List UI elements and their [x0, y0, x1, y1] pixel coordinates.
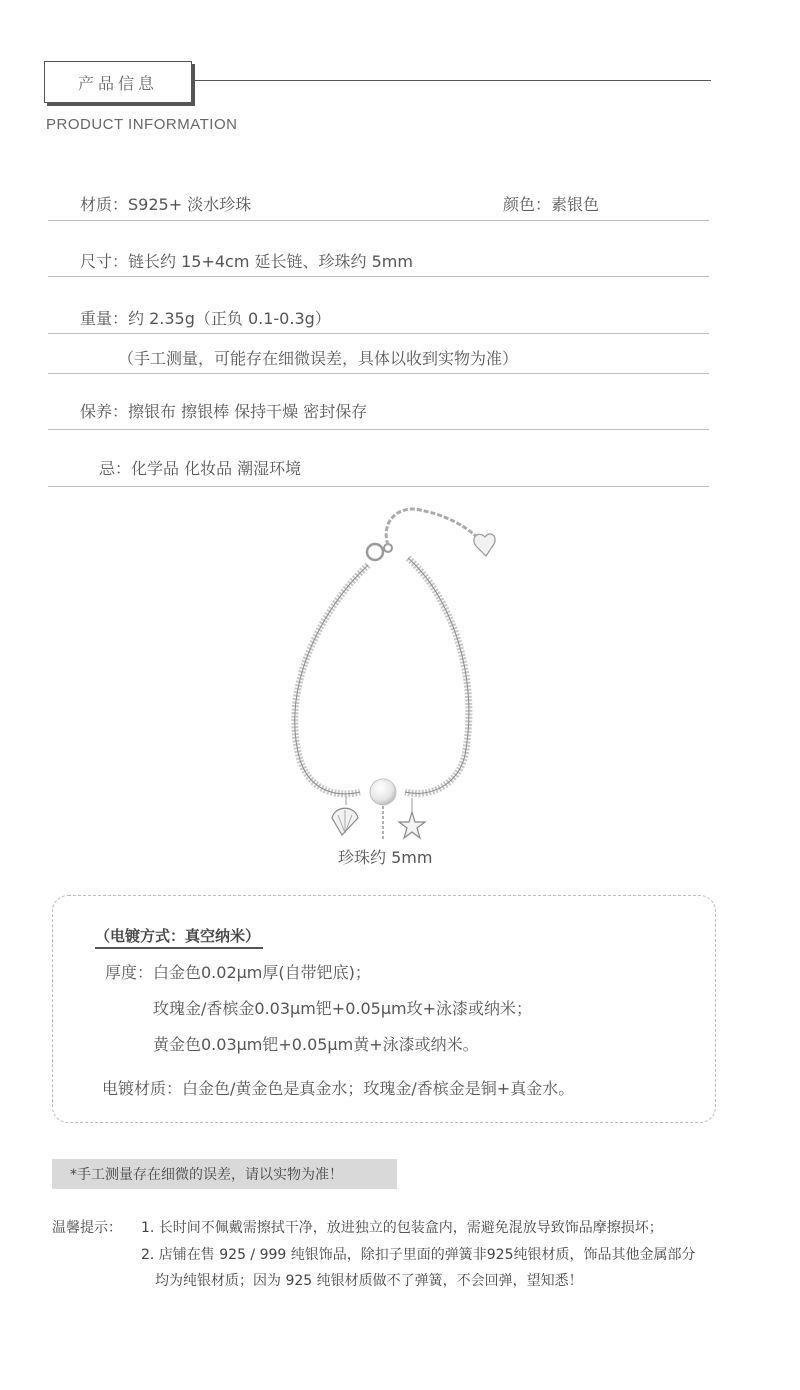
clasp-ring — [367, 544, 383, 560]
heart-charm — [474, 534, 495, 556]
divider — [48, 429, 709, 430]
pearl — [370, 779, 396, 805]
starfish-charm — [399, 812, 425, 838]
section-subtitle: PRODUCT INFORMATION — [46, 116, 238, 133]
plating-thickness-1: 厚度：白金色0.02μm厚(自带钯底)； — [105, 963, 371, 982]
spec-weight-note: （手工测量，可能存在细微误差，具体以收到实物为准） — [118, 349, 519, 368]
chain-left — [295, 565, 368, 794]
extension-chain — [386, 509, 480, 545]
divider — [48, 486, 709, 487]
spec-care: 保养：擦银布 擦银棒 保持干燥 密封保存 — [80, 402, 368, 421]
tip-line-1: 1. 长时间不佩戴需擦拭干净，放进独立的包装盒内，需避免混放导致饰品摩擦损坏； — [141, 1220, 663, 1236]
tip-line-3: 均为纯银材质；因为 925 纯银材质做不了弹簧，不会回弹，望知悉！ — [155, 1273, 583, 1289]
divider — [48, 333, 709, 334]
tip-line-2: 2. 店铺在售 925 / 999 纯银饰品，除扣子里面的弹簧非925纯银材质，饰品其他金属部分 — [141, 1247, 696, 1263]
section-title: 产品信息 — [77, 73, 158, 93]
spec-avoid: 忌：化学品 化妆品 潮湿环境 — [99, 459, 302, 478]
measurement-note-text: *手工测量存在细微的误差，请以实物为准！ — [70, 1167, 343, 1183]
spec-weight: 重量：约 2.35g（正负 0.1-0.3g） — [80, 309, 331, 328]
plating-material: 电镀材质：白金色/黄金色是真金水；玫瑰金/香槟金是铜+真金水。 — [102, 1079, 575, 1098]
divider — [48, 373, 709, 374]
spec-color: 颜色：素银色 — [503, 195, 600, 214]
divider — [48, 276, 709, 277]
bracelet-image — [280, 500, 520, 845]
measurement-note — [52, 1159, 397, 1189]
pearl-size-label: 珍珠约 5mm — [338, 848, 433, 867]
tips-label: 温馨提示： — [52, 1220, 122, 1236]
spec-size: 尺寸：链长约 15+4cm 延长链、珍珠约 5mm — [80, 252, 413, 271]
plating-title: （电镀方式：真空纳米） — [95, 925, 263, 949]
header-rule — [193, 80, 711, 81]
section-title-box — [44, 61, 192, 103]
spec-material: 材质：S925+ 淡水珍珠 — [80, 195, 252, 214]
plating-thickness-2: 玫瑰金/香槟金0.03μm钯+0.05μm玫+泳漆或纳米； — [153, 999, 532, 1018]
plating-thickness-3: 黄金色0.03μm钯+0.05μm黄+泳漆或纳米。 — [153, 1035, 479, 1054]
divider — [48, 220, 709, 221]
